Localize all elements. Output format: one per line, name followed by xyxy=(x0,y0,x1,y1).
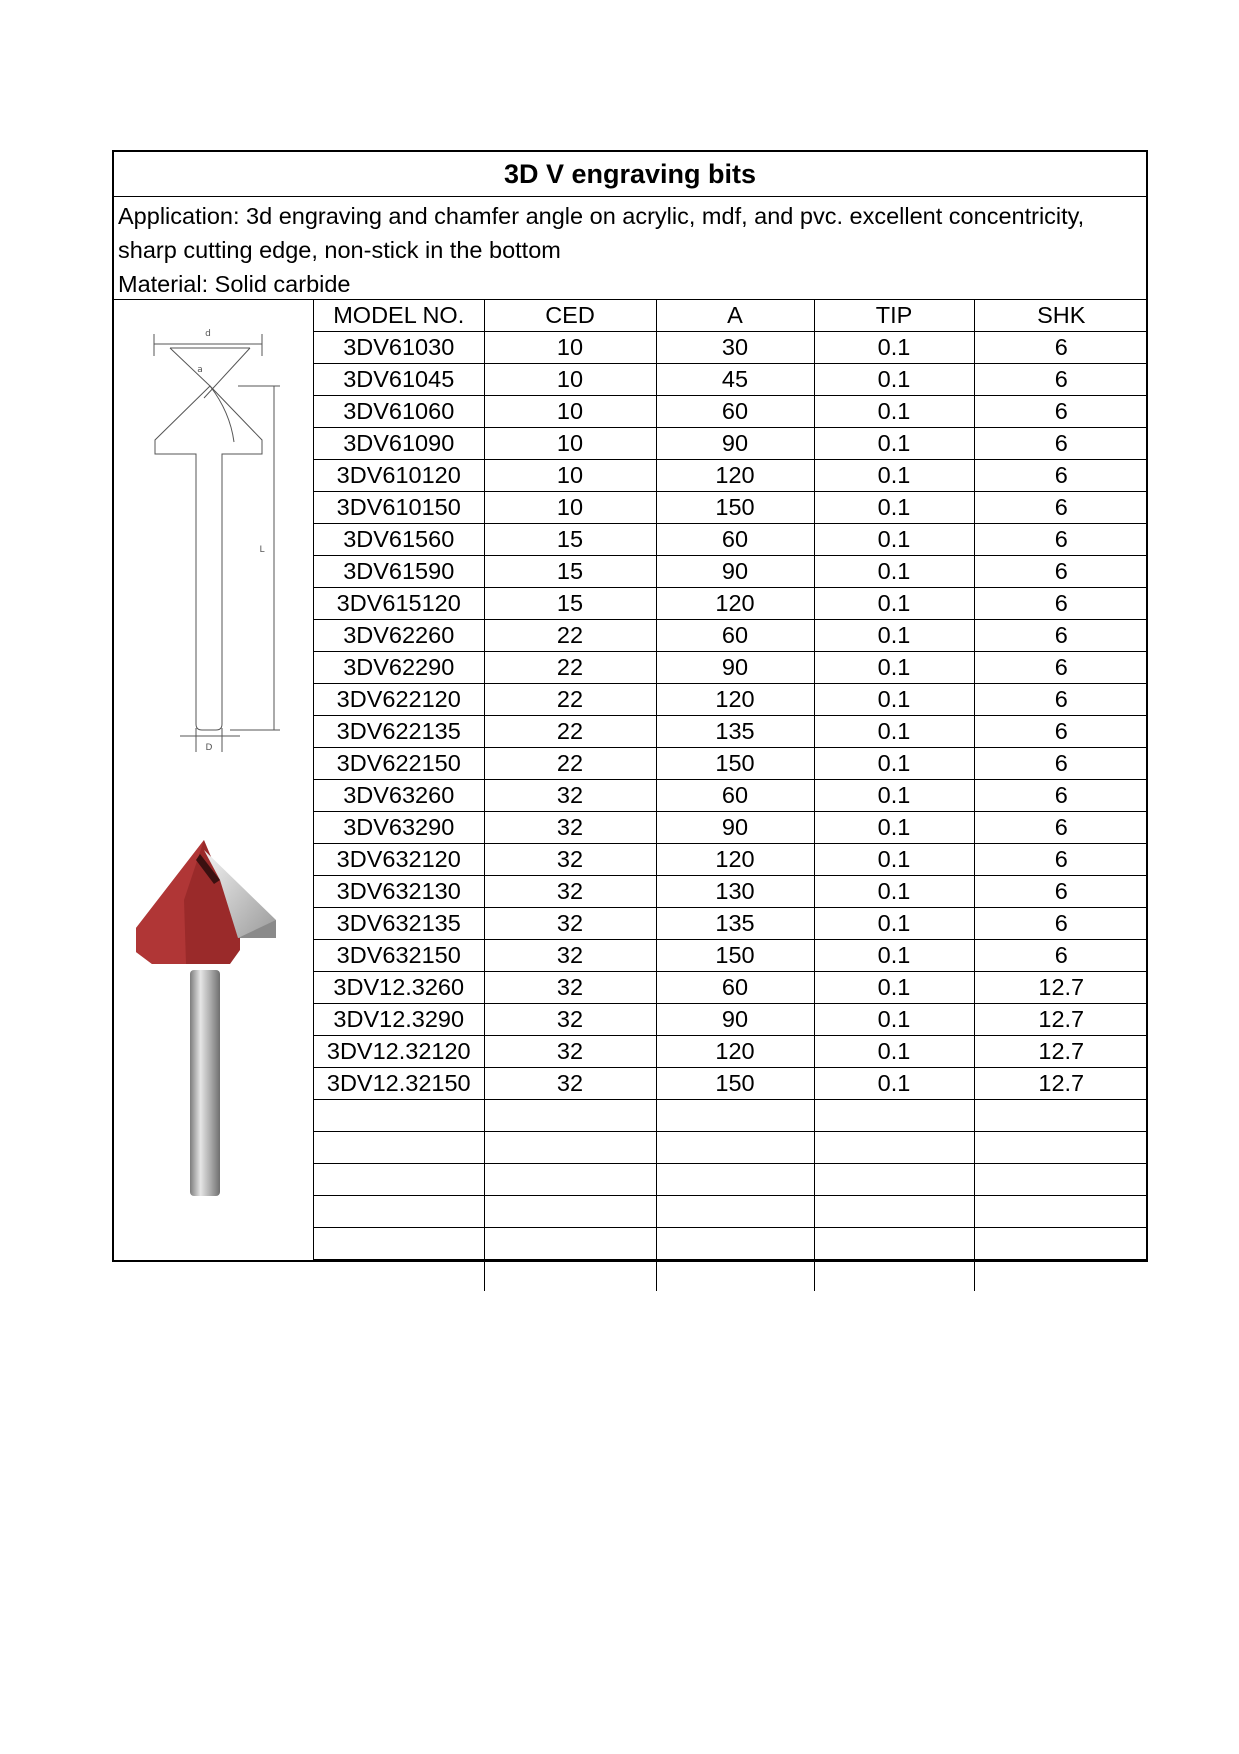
table-cell: 3DV610120 xyxy=(314,460,484,492)
table-cell: 12.7 xyxy=(974,972,1148,1004)
table-cell: 60 xyxy=(656,620,814,652)
table-cell: 3DV622120 xyxy=(314,684,484,716)
col-header-tip: TIP xyxy=(814,300,974,332)
illustration-panel xyxy=(114,300,314,1262)
table-cell: 3DV12.32150 xyxy=(314,1068,484,1100)
table-cell: 15 xyxy=(484,588,656,620)
table-cell: 6 xyxy=(974,620,1148,652)
table-cell xyxy=(814,1260,974,1292)
table-cell: 6 xyxy=(974,812,1148,844)
table-cell xyxy=(974,1228,1148,1260)
table-cell: 6 xyxy=(974,780,1148,812)
col-header-ced: CED xyxy=(484,300,656,332)
table-cell: 6 xyxy=(974,748,1148,780)
specs-table xyxy=(314,300,1148,1291)
table-cell: 0.1 xyxy=(814,1036,974,1068)
table-cell: 0.1 xyxy=(814,940,974,972)
table-cell: 3DV12.3260 xyxy=(314,972,484,1004)
table-cell: 6 xyxy=(974,524,1148,556)
table-cell: 12.7 xyxy=(974,1068,1148,1100)
table-cell xyxy=(314,1100,484,1132)
table-cell: 0.1 xyxy=(814,1068,974,1100)
table-cell: 3DV622150 xyxy=(314,748,484,780)
table-cell: 22 xyxy=(484,652,656,684)
table-cell: 3DV62260 xyxy=(314,620,484,652)
table-cell: 0.1 xyxy=(814,876,974,908)
table-cell: 6 xyxy=(974,652,1148,684)
table-cell: 90 xyxy=(656,652,814,684)
table-row-empty xyxy=(314,1196,1148,1228)
table-cell: 6 xyxy=(974,908,1148,940)
col-header-a: A xyxy=(656,300,814,332)
table-cell: 0.1 xyxy=(814,428,974,460)
table-row xyxy=(314,1036,1148,1068)
table-row xyxy=(314,588,1148,620)
table-cell: 0.1 xyxy=(814,460,974,492)
table-cell: 0.1 xyxy=(814,844,974,876)
material-text: Material: Solid carbide xyxy=(118,271,351,297)
table-row xyxy=(314,1004,1148,1036)
table-row xyxy=(314,492,1148,524)
table-cell xyxy=(314,1228,484,1260)
table-cell: 150 xyxy=(656,1068,814,1100)
table-cell xyxy=(814,1132,974,1164)
table-row-empty xyxy=(314,1132,1148,1164)
table-cell: 3DV61030 xyxy=(314,332,484,364)
table-cell: 0.1 xyxy=(814,780,974,812)
table-cell: 32 xyxy=(484,1068,656,1100)
table-row-empty xyxy=(314,1228,1148,1260)
col-header-shk: SHK xyxy=(974,300,1148,332)
sheet-title: 3D V engraving bits xyxy=(114,152,1146,197)
table-cell: 3DV632120 xyxy=(314,844,484,876)
table-cell: 10 xyxy=(484,492,656,524)
product-sheet xyxy=(112,150,1148,1262)
table-cell: 3DV61060 xyxy=(314,396,484,428)
table-cell: 32 xyxy=(484,972,656,1004)
table-cell xyxy=(656,1164,814,1196)
table-cell: 150 xyxy=(656,748,814,780)
table-cell: 60 xyxy=(656,524,814,556)
table-row xyxy=(314,876,1148,908)
table-cell: 60 xyxy=(656,780,814,812)
table-cell xyxy=(974,1164,1148,1196)
table-cell: 6 xyxy=(974,684,1148,716)
table-row xyxy=(314,620,1148,652)
table-cell: 12.7 xyxy=(974,1004,1148,1036)
table-cell: 3DV12.3290 xyxy=(314,1004,484,1036)
table-cell: 6 xyxy=(974,556,1148,588)
table-cell: 3DV62290 xyxy=(314,652,484,684)
table-cell: 6 xyxy=(974,428,1148,460)
table-cell: 6 xyxy=(974,876,1148,908)
table-row xyxy=(314,364,1148,396)
table-cell: 6 xyxy=(974,396,1148,428)
table-cell: 22 xyxy=(484,684,656,716)
table-cell xyxy=(974,1260,1148,1292)
table-cell: 32 xyxy=(484,940,656,972)
table-cell: 150 xyxy=(656,492,814,524)
table-cell: 0.1 xyxy=(814,972,974,1004)
table-row xyxy=(314,556,1148,588)
table-cell xyxy=(484,1132,656,1164)
table-cell: 150 xyxy=(656,940,814,972)
table-row xyxy=(314,780,1148,812)
table-row xyxy=(314,524,1148,556)
table-cell: 0.1 xyxy=(814,908,974,940)
table-row xyxy=(314,684,1148,716)
drawing-label-l: L xyxy=(259,545,265,555)
table-cell: 3DV632130 xyxy=(314,876,484,908)
table-cell: 130 xyxy=(656,876,814,908)
table-cell: 120 xyxy=(656,588,814,620)
table-cell: 12.7 xyxy=(974,1036,1148,1068)
table-cell xyxy=(656,1260,814,1292)
table-cell xyxy=(484,1228,656,1260)
table-cell: 60 xyxy=(656,396,814,428)
table-row xyxy=(314,940,1148,972)
table-cell: 120 xyxy=(656,844,814,876)
table-cell: 22 xyxy=(484,748,656,780)
table-cell: 6 xyxy=(974,492,1148,524)
table-cell: 30 xyxy=(656,332,814,364)
table-cell: 0.1 xyxy=(814,716,974,748)
table-cell xyxy=(814,1228,974,1260)
table-cell: 32 xyxy=(484,908,656,940)
table-cell xyxy=(484,1196,656,1228)
drawing-label-a: a xyxy=(197,365,203,375)
table-cell: 135 xyxy=(656,716,814,748)
table-cell: 6 xyxy=(974,588,1148,620)
table-cell: 15 xyxy=(484,556,656,588)
table-row xyxy=(314,1068,1148,1100)
table-cell: 15 xyxy=(484,524,656,556)
table-cell: 32 xyxy=(484,1036,656,1068)
table-row xyxy=(314,812,1148,844)
table-cell: 10 xyxy=(484,460,656,492)
table-cell xyxy=(484,1100,656,1132)
table-cell xyxy=(974,1196,1148,1228)
table-cell xyxy=(814,1164,974,1196)
table-cell: 0.1 xyxy=(814,364,974,396)
table-cell xyxy=(314,1196,484,1228)
table-cell xyxy=(656,1196,814,1228)
table-cell: 3DV632135 xyxy=(314,908,484,940)
table-row xyxy=(314,716,1148,748)
table-cell: 120 xyxy=(656,1036,814,1068)
table-cell xyxy=(814,1100,974,1132)
col-header-model: MODEL NO. xyxy=(314,300,484,332)
table-cell: 6 xyxy=(974,364,1148,396)
table-cell: 3DV63290 xyxy=(314,812,484,844)
table-header-row xyxy=(314,300,1148,332)
table-cell: 32 xyxy=(484,1004,656,1036)
table-cell: 0.1 xyxy=(814,492,974,524)
table-cell: 22 xyxy=(484,620,656,652)
table-row xyxy=(314,428,1148,460)
table-cell xyxy=(656,1228,814,1260)
table-cell xyxy=(974,1132,1148,1164)
table-cell: 3DV12.32120 xyxy=(314,1036,484,1068)
table-cell: 0.1 xyxy=(814,812,974,844)
table-cell xyxy=(484,1164,656,1196)
application-text-cont: sharp cutting edge, non-stick in the bottom xyxy=(118,237,561,263)
table-cell: 32 xyxy=(484,780,656,812)
table-cell: 3DV622135 xyxy=(314,716,484,748)
table-cell: 45 xyxy=(656,364,814,396)
table-row xyxy=(314,396,1148,428)
table-cell: 0.1 xyxy=(814,588,974,620)
table-cell: 0.1 xyxy=(814,1004,974,1036)
table-cell: 90 xyxy=(656,428,814,460)
table-cell: 6 xyxy=(974,940,1148,972)
table-row-empty xyxy=(314,1100,1148,1132)
table-cell: 0.1 xyxy=(814,556,974,588)
table-cell: 3DV61590 xyxy=(314,556,484,588)
table-cell: 32 xyxy=(484,844,656,876)
table-cell: 90 xyxy=(656,556,814,588)
table-cell xyxy=(814,1196,974,1228)
table-cell: 135 xyxy=(656,908,814,940)
table-cell: 0.1 xyxy=(814,620,974,652)
table-cell: 0.1 xyxy=(814,684,974,716)
table-cell: 10 xyxy=(484,428,656,460)
table-cell: 6 xyxy=(974,332,1148,364)
table-row xyxy=(314,460,1148,492)
table-row-empty xyxy=(314,1260,1148,1292)
table-row xyxy=(314,652,1148,684)
table-row xyxy=(314,908,1148,940)
bit-photo xyxy=(134,840,294,1200)
table-cell xyxy=(314,1260,484,1292)
table-cell xyxy=(314,1132,484,1164)
table-cell: 0.1 xyxy=(814,332,974,364)
application-text: Application: 3d engraving and chamfer angle on acrylic, mdf, and pvc. excellent concentricity, xyxy=(118,203,1085,229)
table-cell: 32 xyxy=(484,812,656,844)
table-cell: 6 xyxy=(974,460,1148,492)
table-cell xyxy=(314,1164,484,1196)
table-row xyxy=(314,972,1148,1004)
table-cell: 120 xyxy=(656,684,814,716)
table-cell xyxy=(656,1132,814,1164)
table-cell: 3DV61560 xyxy=(314,524,484,556)
table-cell xyxy=(484,1260,656,1292)
table-cell: 6 xyxy=(974,844,1148,876)
table-cell xyxy=(656,1100,814,1132)
table-row-empty xyxy=(314,1164,1148,1196)
table-cell: 90 xyxy=(656,1004,814,1036)
table-cell: 0.1 xyxy=(814,524,974,556)
table-row xyxy=(314,748,1148,780)
table-cell: 22 xyxy=(484,716,656,748)
table-cell: 10 xyxy=(484,332,656,364)
description-block xyxy=(114,197,1146,300)
table-cell: 0.1 xyxy=(814,748,974,780)
table-cell: 3DV615120 xyxy=(314,588,484,620)
drawing-label-shank: D xyxy=(205,743,213,752)
table-cell: 3DV63260 xyxy=(314,780,484,812)
table-cell: 0.1 xyxy=(814,396,974,428)
table-cell: 120 xyxy=(656,460,814,492)
table-cell: 6 xyxy=(974,716,1148,748)
table-cell: 32 xyxy=(484,876,656,908)
table-cell: 3DV61045 xyxy=(314,364,484,396)
table-cell: 3DV632150 xyxy=(314,940,484,972)
table-cell: 10 xyxy=(484,364,656,396)
table-cell: 60 xyxy=(656,972,814,1004)
technical-drawing xyxy=(150,312,280,752)
table-cell xyxy=(974,1100,1148,1132)
table-cell: 10 xyxy=(484,396,656,428)
drawing-label-d: d xyxy=(205,329,211,339)
table-cell: 0.1 xyxy=(814,652,974,684)
table-row xyxy=(314,844,1148,876)
table-cell: 3DV61090 xyxy=(314,428,484,460)
table-cell: 3DV610150 xyxy=(314,492,484,524)
table-cell: 90 xyxy=(656,812,814,844)
table-row xyxy=(314,332,1148,364)
